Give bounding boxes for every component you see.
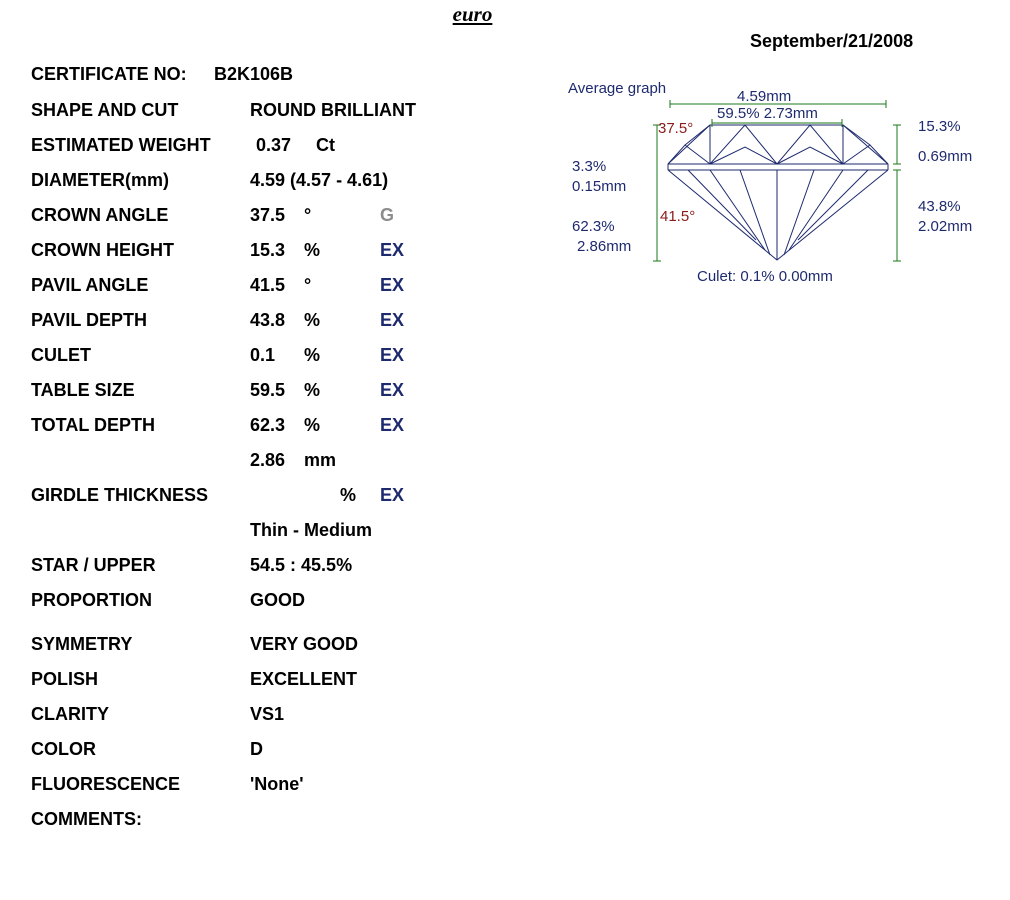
clarity-label: CLARITY [31,704,109,724]
clarity-value: VS1 [250,704,285,724]
crown-height-value: 15.3 [250,240,286,260]
crown-angle-value: 37.5 [250,205,286,225]
polish-label: POLISH [31,669,99,689]
crown-angle-grade: G [380,205,395,225]
polish-value: EXCELLENT [250,669,358,689]
diamond-outline [668,125,888,260]
certificate-label: CERTIFICATE NO: [31,64,187,84]
color-value: D [250,739,263,759]
total-depth-unit: % [304,415,321,435]
table-size-value: 59.5 [250,380,286,400]
diagram-title: Average graph [568,80,667,97]
table-size-label: TABLE SIZE [31,380,135,400]
crown-angle-unit: ° [304,205,312,225]
diameter-value: 4.59 (4.57 - 4.61) [250,170,389,190]
culet-label: CULET [31,345,91,365]
weight-value: 0.37 [256,135,292,155]
diagram-diameter: 4.59mm [737,88,792,105]
star-upper-label: STAR / UPPER [31,555,156,575]
diamond-diagram [560,75,1000,290]
weight-unit: Ct [316,135,335,155]
crown-angle-label: CROWN ANGLE [31,205,169,225]
diagram-girdle-pct: 3.3% [572,158,607,175]
shape-label: SHAPE AND CUT [31,100,179,120]
total-depth-mm-value: 2.86 [250,450,286,470]
diagram-crown-angle: 37.5° [658,120,694,137]
table-size-unit: % [304,380,321,400]
proportion-value: GOOD [250,590,306,610]
crown-height-label: CROWN HEIGHT [31,240,174,260]
diagram-table: 59.5% 2.73mm [717,105,818,122]
diagram-total-mm: 2.86mm [577,238,632,255]
pavil-angle-label: PAVIL ANGLE [31,275,149,295]
certificate-value: B2K106B [214,64,294,84]
culet-grade: EX [380,345,405,365]
crown-height-unit: % [304,240,321,260]
pavil-angle-unit: ° [304,275,312,295]
fluorescence-label: FLUORESCENCE [31,774,181,794]
table-size-grade: EX [380,380,405,400]
girdle-grade: EX [380,485,405,505]
culet-value: 0.1 [250,345,276,365]
culet-unit: % [304,345,321,365]
symmetry-value: VERY GOOD [250,634,359,654]
shape-value: ROUND BRILLIANT [250,100,416,120]
pavil-depth-grade: EX [380,310,405,330]
total-depth-mm-unit: mm [304,450,337,470]
diagram-crown-height-mm: 0.69mm [918,148,973,165]
diagram-pavil-mm: 2.02mm [918,218,973,235]
crown-height-grade: EX [380,240,405,260]
total-depth-label: TOTAL DEPTH [31,415,156,435]
fluorescence-value: 'None' [250,774,304,794]
pavil-depth-label: PAVIL DEPTH [31,310,148,330]
diagram-girdle-mm: 0.15mm [572,178,627,195]
pavil-angle-grade: EX [380,275,405,295]
girdle-unit: % [340,485,357,505]
star-upper-value: 54.5 : 45.5% [250,555,353,575]
pavil-depth-value: 43.8 [250,310,286,330]
report-date: September/21/2008 [750,31,914,51]
diagram-total-pct: 62.3% [572,218,615,235]
brand-title: euro [452,2,493,26]
total-depth-grade: EX [380,415,405,435]
girdle-desc-value: Thin - Medium [250,520,372,540]
diagram-pavil-angle: 41.5° [660,208,696,225]
symmetry-label: SYMMETRY [31,634,133,654]
diagram-crown-height-pct: 15.3% [918,118,961,135]
girdle-label: GIRDLE THICKNESS [31,485,209,505]
total-depth-value: 62.3 [250,415,286,435]
diameter-label: DIAMETER(mm) [31,170,169,190]
pavil-depth-unit: % [304,310,321,330]
proportion-label: PROPORTION [31,590,153,610]
color-label: COLOR [31,739,96,759]
diagram-culet: Culet: 0.1% 0.00mm [697,268,833,285]
weight-label: ESTIMATED WEIGHT [31,135,211,155]
comments-label: COMMENTS: [31,809,142,829]
diagram-pavil-pct: 43.8% [918,198,961,215]
pavil-angle-value: 41.5 [250,275,286,295]
